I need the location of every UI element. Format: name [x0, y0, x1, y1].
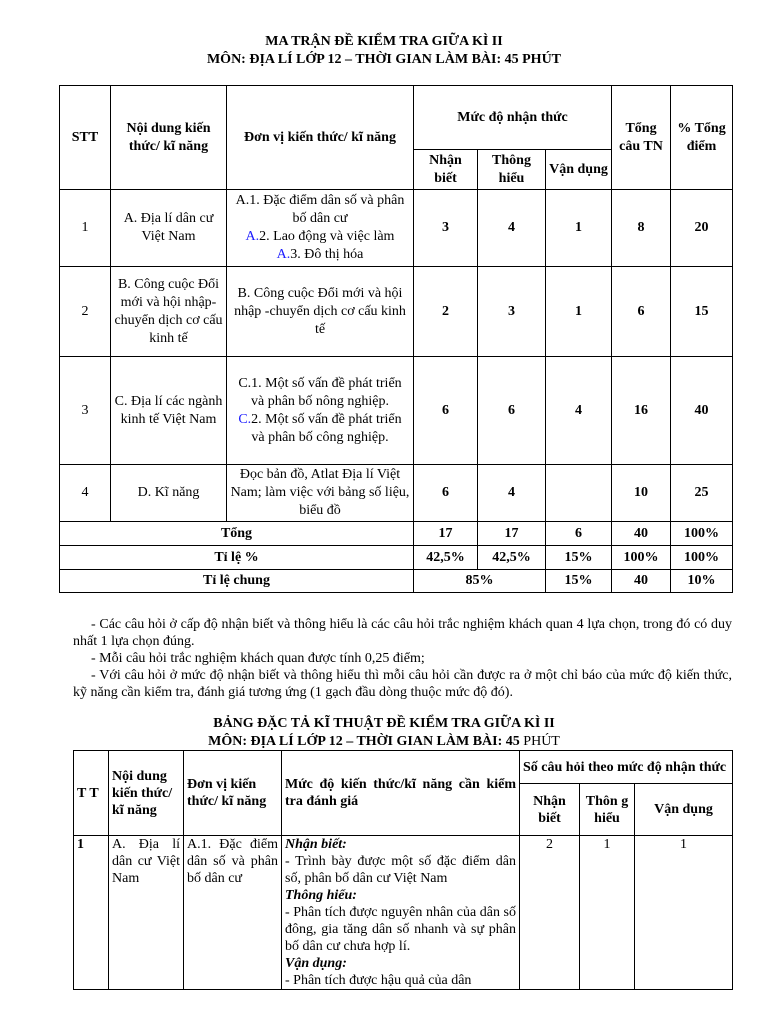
summary-ratio-row [60, 546, 733, 570]
summary-total-row [60, 522, 733, 546]
row-total: 6 [612, 267, 671, 357]
row-understand: 3 [478, 267, 546, 357]
spec-row-unit: A.1. Đặc điểm dân số và phân bố dân cư [184, 836, 282, 990]
row-unit [227, 357, 414, 465]
spec-header-unit: Đơn vị kiến thức/ kĩ năng [184, 751, 282, 836]
spec-row-tt: 1 [74, 836, 109, 990]
row-content: A. Địa lí dân cư Việt Nam [111, 190, 227, 267]
spec-row [74, 836, 733, 990]
row-percent: 20 [671, 190, 733, 267]
spec-header-question-count: Số câu hỏi theo mức độ nhận thức [520, 751, 733, 784]
row-apply: 4 [546, 357, 612, 465]
row-apply: 1 [546, 190, 612, 267]
spec-title-line1: BẢNG ĐẶC TẢ KĨ THUẬT ĐỀ KIỂM TRA GIỮA KÌ II [213, 716, 555, 731]
level-label: Vận dụng: [285, 956, 347, 971]
header-level: Mức độ nhận thức [414, 86, 612, 150]
summary-total-percent: 100% [671, 522, 733, 546]
level-text: - Phân tích được nguyên nhân của dân số đông, gia tăng dân số nhanh và sự phân bố dân cư chưa hợp lí. [285, 905, 516, 954]
unit-line: C.1. Một số vấn đề phát triển và phân bố nông nghiệp. [238, 375, 402, 409]
spec-header-level: Mức độ kiến thức/kĩ năng cần kiểm tra đánh giá [282, 751, 520, 836]
matrix-title-line2: MÔN: ĐỊA LÍ LỚP 12 – THỜI GIAN LÀM BÀI: 45 PHÚT [206, 52, 562, 67]
summary-general-percent: 10% [671, 570, 733, 593]
spec-row-apply: 1 [635, 836, 733, 990]
row-recognize: 2 [414, 267, 478, 357]
spec-header-apply: Vận dụng [635, 784, 733, 836]
summary-total-apply: 6 [546, 522, 612, 546]
matrix-table [59, 85, 733, 593]
spec-row-understand: 1 [580, 836, 635, 990]
row-percent: 40 [671, 357, 733, 465]
row-content: D. Kĩ năng [111, 465, 227, 522]
header-recognize: Nhận biết [414, 150, 478, 190]
summary-general-row [60, 570, 733, 593]
row-stt: 2 [60, 267, 111, 357]
summary-ratio-understand: 42,5% [478, 546, 546, 570]
spec-title-line2: MÔN: ĐỊA LÍ LỚP 12 – THỜI GIAN LÀM BÀI: 45 PHÚT [208, 734, 560, 749]
header-stt: STT [60, 86, 111, 190]
row-total: 16 [612, 357, 671, 465]
row-content: C. Địa lí các ngành kinh tế Việt Nam [111, 357, 227, 465]
summary-general-combined: 85% [414, 570, 546, 593]
row-content: B. Công cuộc Đổi mới và hội nhập- chuyển dịch cơ cấu kinh tế [111, 267, 227, 357]
note-paragraph: - Các câu hỏi ở cấp độ nhận biết và thông hiểu là các câu hỏi trắc nghiệm khách quan 4 lựa chọn, trong đó có duy nhất 1 lựa chọn đúng. [73, 617, 732, 649]
row-understand: 4 [478, 465, 546, 522]
spec-row-recognize: 2 [520, 836, 580, 990]
matrix-row [60, 465, 733, 522]
row-unit: B. Công cuộc Đổi mới và hội nhập -chuyển dịch cơ cấu kinh tế [227, 267, 414, 357]
row-recognize: 3 [414, 190, 478, 267]
row-apply: 1 [546, 267, 612, 357]
summary-total-understand: 17 [478, 522, 546, 546]
row-percent: 25 [671, 465, 733, 522]
spec-header-recognize: Nhận biết [520, 784, 580, 836]
row-stt: 1 [60, 190, 111, 267]
summary-ratio-percent: 100% [671, 546, 733, 570]
summary-ratio-total: 100% [612, 546, 671, 570]
summary-total-label: Tổng [60, 522, 414, 546]
note-paragraph: - Mỗi câu hỏi trắc nghiệm khách quan được tính 0,25 điểm; [91, 651, 425, 666]
summary-ratio-apply: 15% [546, 546, 612, 570]
spec-table [73, 750, 733, 990]
unit-line: A.2. Lao động và việc làm [245, 229, 395, 244]
level-label: Nhận biết: [285, 837, 347, 852]
header-apply: Vận dụng [546, 150, 612, 190]
level-label: Thông hiểu: [285, 888, 357, 903]
row-recognize: 6 [414, 465, 478, 522]
summary-total-questions: 40 [612, 522, 671, 546]
header-percent: % Tổng điểm [671, 86, 733, 190]
row-unit [227, 190, 414, 267]
level-text: - Phân tích được hậu quả của dân [285, 973, 472, 988]
summary-ratio-label: Tỉ lệ % [60, 546, 414, 570]
matrix-row [60, 357, 733, 465]
summary-total-recognize: 17 [414, 522, 478, 546]
header-content: Nội dung kiến thức/ kĩ năng [111, 86, 227, 190]
unit-line: A.1. Đặc điểm dân số và phân bố dân cư [235, 193, 405, 226]
unit-line: C.2. Một số vấn đề phát triển và phân bố công nghiệp. [238, 411, 402, 445]
summary-general-total: 40 [612, 570, 671, 593]
summary-ratio-recognize: 42,5% [414, 546, 478, 570]
notes-block [73, 616, 732, 701]
level-text: - Trình bày được một số đặc điểm dân số, phân bố dân cư Việt Nam [285, 854, 516, 886]
row-stt: 3 [60, 357, 111, 465]
row-total: 10 [612, 465, 671, 522]
note-paragraph: - Với câu hỏi ở mức độ nhận biết và thông hiểu thì mỗi câu hỏi cần được ra ở một chỉ báo của mức độ kiến thức, kỹ năng cần kiểm tra, đánh giá tương ứng (1 gạch đầu dòng thuộc mức độ đó). [73, 668, 732, 700]
row-unit: Đọc bản đồ, Atlat Địa lí Việt Nam; làm việc với bảng số liệu, biểu đồ [227, 465, 414, 522]
row-stt: 4 [60, 465, 111, 522]
summary-general-apply: 15% [546, 570, 612, 593]
spec-header-content: Nội dung kiến thức/ kĩ năng [109, 751, 184, 836]
row-understand: 6 [478, 357, 546, 465]
header-understand: Thông hiểu [478, 150, 546, 190]
row-total: 8 [612, 190, 671, 267]
unit-line: A.3. Đô thị hóa [276, 247, 364, 262]
spec-row-level [282, 836, 520, 990]
spec-row-content: A. Địa lí dân cư Việt Nam [109, 836, 184, 990]
matrix-row [60, 267, 733, 357]
row-percent: 15 [671, 267, 733, 357]
row-understand: 4 [478, 190, 546, 267]
summary-general-label: Tỉ lệ chung [60, 570, 414, 593]
spec-header-understand: Thôn g hiểu [580, 784, 635, 836]
matrix-row [60, 190, 733, 267]
matrix-title-line1: MA TRẬN ĐỀ KIỂM TRA GIỮA KÌ II [265, 34, 503, 49]
spec-header-tt: T T [74, 751, 109, 836]
header-unit: Đơn vị kiến thức/ kĩ năng [227, 86, 414, 190]
row-recognize: 6 [414, 357, 478, 465]
row-apply [546, 465, 612, 522]
header-total-questions: Tổng câu TN [612, 86, 671, 190]
